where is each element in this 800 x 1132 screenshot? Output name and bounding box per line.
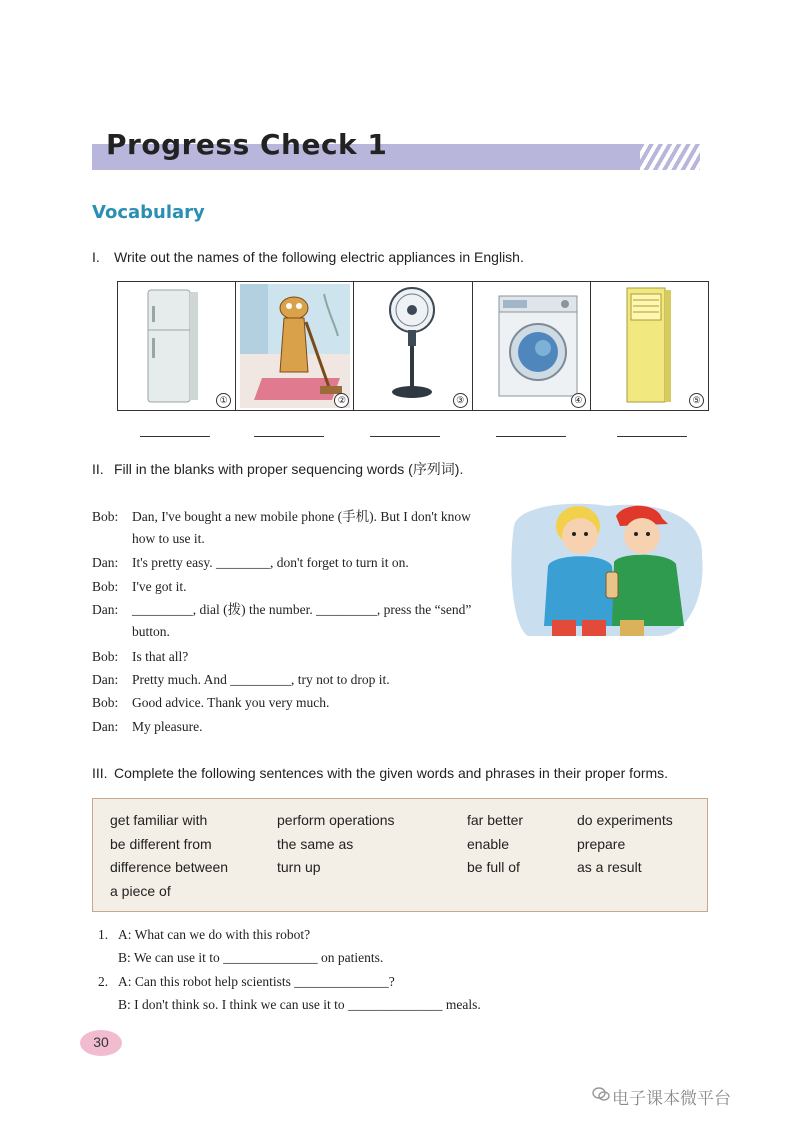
electric-fan-icon — [354, 282, 472, 410]
item-number: ③ — [453, 393, 468, 408]
question-line-a: A: Can this robot help scientists ______________? — [118, 974, 395, 989]
word-bank-item: enable — [467, 836, 510, 852]
question-number: 2. — [98, 974, 109, 989]
dialogue-text: Good advice. Thank you very much. — [132, 695, 330, 710]
question-number: 1. — [98, 927, 109, 942]
appliance-cell-1 — [118, 282, 236, 410]
speaker: Dan: — [92, 602, 119, 617]
word-bank-item: turn up — [277, 859, 321, 875]
dialogue-line — [92, 506, 492, 550]
answer-blank-5[interactable] — [617, 436, 687, 437]
appliance-cell-2 — [236, 282, 354, 410]
speaker: Dan: — [92, 719, 119, 734]
appliance-cell-3 — [354, 282, 472, 410]
word-bank-item: as a result — [577, 859, 642, 875]
speaker: Dan: — [92, 672, 119, 687]
answer-blank-1[interactable] — [140, 436, 210, 437]
speaker: Bob: — [92, 579, 119, 594]
part3-instruction-text: Complete the following sentences with the given words and phrases in their proper forms. — [114, 765, 669, 781]
answer-blank-3[interactable] — [370, 436, 440, 437]
word-bank-item: difference between — [110, 859, 229, 875]
boys-with-phone-illustration — [508, 496, 706, 638]
part1-num: I. — [92, 249, 100, 265]
appliance-image-row — [117, 281, 709, 411]
robot-vacuum-icon — [236, 282, 354, 410]
page-number: 30 — [93, 1034, 109, 1050]
section-title-vocabulary: Vocabulary — [92, 202, 205, 223]
part3-num: III. — [92, 765, 108, 781]
dialogue-text: Is that all? — [132, 649, 189, 664]
dialogue-text: Dan, I've bought a new mobile phone (手机). But I don't know how to use it. — [132, 509, 471, 546]
word-bank-item: be different from — [110, 836, 212, 852]
speaker: Bob: — [92, 695, 119, 710]
answer-blank-4[interactable] — [496, 436, 566, 437]
part2-instruction-text: Fill in the blanks with proper sequencing words (序列词). — [114, 461, 464, 477]
part2-num: II. — [92, 461, 104, 477]
speaker: Dan: — [92, 555, 119, 570]
question-line-b: B: I don't think so. I think we can use it to ______________ meals. — [118, 997, 481, 1012]
speaker: Bob: — [92, 509, 119, 524]
part1-instruction-text: Write out the names of the following electric appliances in English. — [114, 249, 524, 265]
speaker: Bob: — [92, 649, 119, 664]
dialogue-text: Pretty much. And _________, try not to drop it. — [132, 672, 390, 687]
page-title: Progress Check 1 — [106, 128, 388, 161]
dialogue-text: I've got it. — [132, 579, 187, 594]
refrigerator-icon — [118, 282, 236, 410]
item-number: ② — [334, 393, 349, 408]
word-bank-item: prepare — [577, 836, 626, 852]
air-conditioner-icon — [591, 282, 708, 410]
part3-instruction — [92, 765, 668, 781]
watermark-text: 电子课本微平台 — [612, 1089, 731, 1109]
answer-blank-2[interactable] — [254, 436, 324, 437]
dialogue-text: _________, dial (拨) the number. _________, press the “send” button. — [132, 602, 472, 639]
question-line-b: B: We can use it to ______________ on patients. — [118, 950, 384, 965]
word-bank-item: do experiments — [577, 812, 673, 828]
item-number: ① — [216, 393, 231, 408]
part2-instruction — [92, 459, 463, 479]
wechat-icon — [592, 1086, 610, 1102]
word-bank-item: far better — [467, 812, 524, 828]
washing-machine-icon — [473, 282, 591, 410]
part1-instruction — [92, 249, 524, 265]
dialogue-text: It's pretty easy. ________, don't forget to turn it on. — [132, 555, 409, 570]
appliance-cell-5 — [591, 282, 708, 410]
word-bank-item: get familiar with — [110, 812, 208, 828]
title-band-stripes — [640, 144, 700, 170]
appliance-cell-4 — [473, 282, 591, 410]
word-bank-item: be full of — [467, 859, 520, 875]
item-number: ⑤ — [689, 393, 704, 408]
word-bank-item: the same as — [277, 836, 354, 852]
word-bank-item: perform operations — [277, 812, 395, 828]
word-bank-item: a piece of — [110, 883, 171, 899]
item-number: ④ — [571, 393, 586, 408]
question-line-a: A: What can we do with this robot? — [118, 927, 311, 942]
dialogue-text: My pleasure. — [132, 719, 203, 734]
